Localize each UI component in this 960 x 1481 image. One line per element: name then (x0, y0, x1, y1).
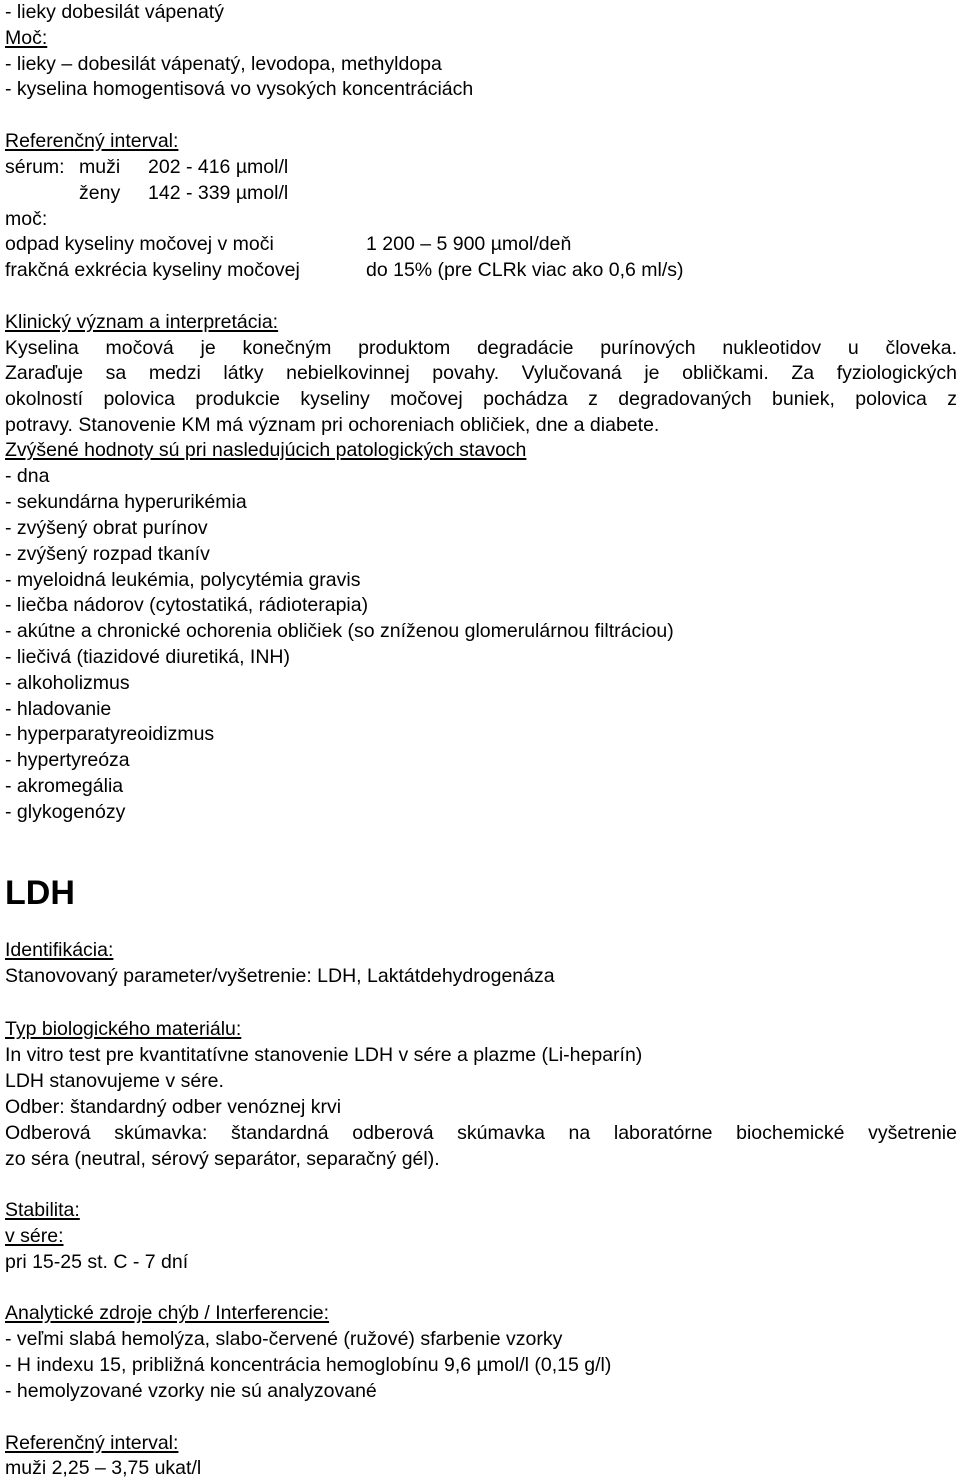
material-line: In vitro test pre kvantitatívne stanovenie LDH v sére a plazme (Li-heparín) (5, 1044, 643, 1066)
material-line: zo séra (neutral, sérový separátor, separačný gél). (5, 1148, 440, 1170)
interference-line: - lieky – dobesilát vápenatý, levodopa, methyldopa (5, 53, 442, 75)
list-item: - zvýšený rozpad tkanív (5, 543, 210, 565)
interference-heading: Analytické zdroje chýb / Interferencie: (5, 1302, 330, 1324)
serum-women-value: 142 - 339 µmol/l (148, 182, 289, 204)
material-heading: Typ biologického materiálu: (5, 1018, 242, 1040)
urine-label: moč: (5, 208, 48, 230)
material-line: Odber: štandardný odber venóznej krvi (5, 1096, 342, 1118)
urine-subheading: Moč: (5, 27, 48, 49)
interference-line: - H indexu 15, približná koncentrácia hemoglobínu 9,6 µmol/l (0,15 g/l) (5, 1354, 612, 1376)
interference-line: - hemolyzované vzorky nie sú analyzované (5, 1380, 377, 1402)
clinical-paragraph-line: potravy. Stanovenie KM má význam pri ochoreniach obličiek, dne a diabete. (5, 414, 660, 436)
serum-women-label: ženy (79, 182, 121, 204)
list-item: - hyperparatyreoidizmus (5, 723, 215, 745)
list-item: - dna (5, 465, 50, 487)
list-item: - sekundárna hyperurikémia (5, 491, 247, 513)
clinical-paragraph-line: okolností polovica produkcie kyseliny močovej pochádza z degradovaných buniek, polovica z (5, 388, 957, 410)
list-item: - myeloidná leukémia, polycytémia gravis (5, 569, 361, 591)
fractional-excretion-value: do 15% (pre CLRk viac ako 0,6 ml/s) (366, 259, 684, 281)
list-item: - alkoholizmus (5, 672, 130, 694)
reference-heading: Referenčný interval: (5, 130, 179, 152)
identification-heading: Identifikácia: (5, 939, 114, 961)
stability-heading: Stabilita: (5, 1199, 80, 1221)
material-line: LDH stanovujeme v sére. (5, 1070, 224, 1092)
identification-text: Stanovovaný parameter/vyšetrenie: LDH, Laktátdehydrogenáza (5, 965, 555, 987)
serum-men-value: 202 - 416 µmol/l (148, 156, 289, 178)
list-item: - hypertyreóza (5, 749, 130, 771)
clinical-paragraph-line: Zaraďuje sa medzi látky nebielkovinnej povahy. Vylučovaná je obličkami. Za fyziologických (5, 362, 957, 384)
list-item: - akútne a chronické ochorenia obličiek (so zníženou glomerulárnou filtráciou) (5, 620, 674, 642)
list-item: - akromegália (5, 775, 124, 797)
interference-line: - veľmi slabá hemolýza, slabo-červené (ružové) sfarbenie vzorky (5, 1328, 563, 1350)
interference-line: - lieky dobesilát vápenatý (5, 1, 224, 23)
elevated-heading: Zvýšené hodnoty sú pri nasledujúcich patologických stavoch (5, 439, 527, 461)
list-item: - liečivá (tiazidové diuretiká, INH) (5, 646, 291, 668)
fractional-excretion-label: frakčná exkrécia kyseliny močovej (5, 259, 300, 281)
list-item: - glykogenózy (5, 801, 126, 823)
ldh-reference-men: muži 2,25 – 3,75 ukat/l (5, 1457, 202, 1479)
stability-subheading: v sére: (5, 1225, 64, 1247)
material-line: Odberová skúmavka: štandardná odberová skúmavka na laboratórne biochemické vyšetrenie (5, 1122, 957, 1144)
urine-excretion-value: 1 200 – 5 900 µmol/deň (366, 233, 572, 255)
urine-excretion-label: odpad kyseliny močovej v moči (5, 233, 274, 255)
clinical-heading: Klinický význam a interpretácia: (5, 311, 279, 333)
section-title-ldh: LDH (5, 874, 75, 912)
stability-text: pri 15-25 st. C - 7 dní (5, 1251, 189, 1273)
list-item: - zvýšený obrat purínov (5, 517, 208, 539)
list-item: - liečba nádorov (cytostatiká, rádioterapia) (5, 594, 369, 616)
interference-line: - kyselina homogentisová vo vysokých koncentráciách (5, 78, 474, 100)
serum-men-label: muži (79, 156, 121, 178)
clinical-paragraph-line: Kyselina močová je konečným produktom degradácie purínových nukleotidov u človeka. (5, 337, 957, 359)
serum-label: sérum: (5, 156, 65, 178)
ldh-reference-heading: Referenčný interval: (5, 1432, 179, 1454)
list-item: - hladovanie (5, 698, 112, 720)
